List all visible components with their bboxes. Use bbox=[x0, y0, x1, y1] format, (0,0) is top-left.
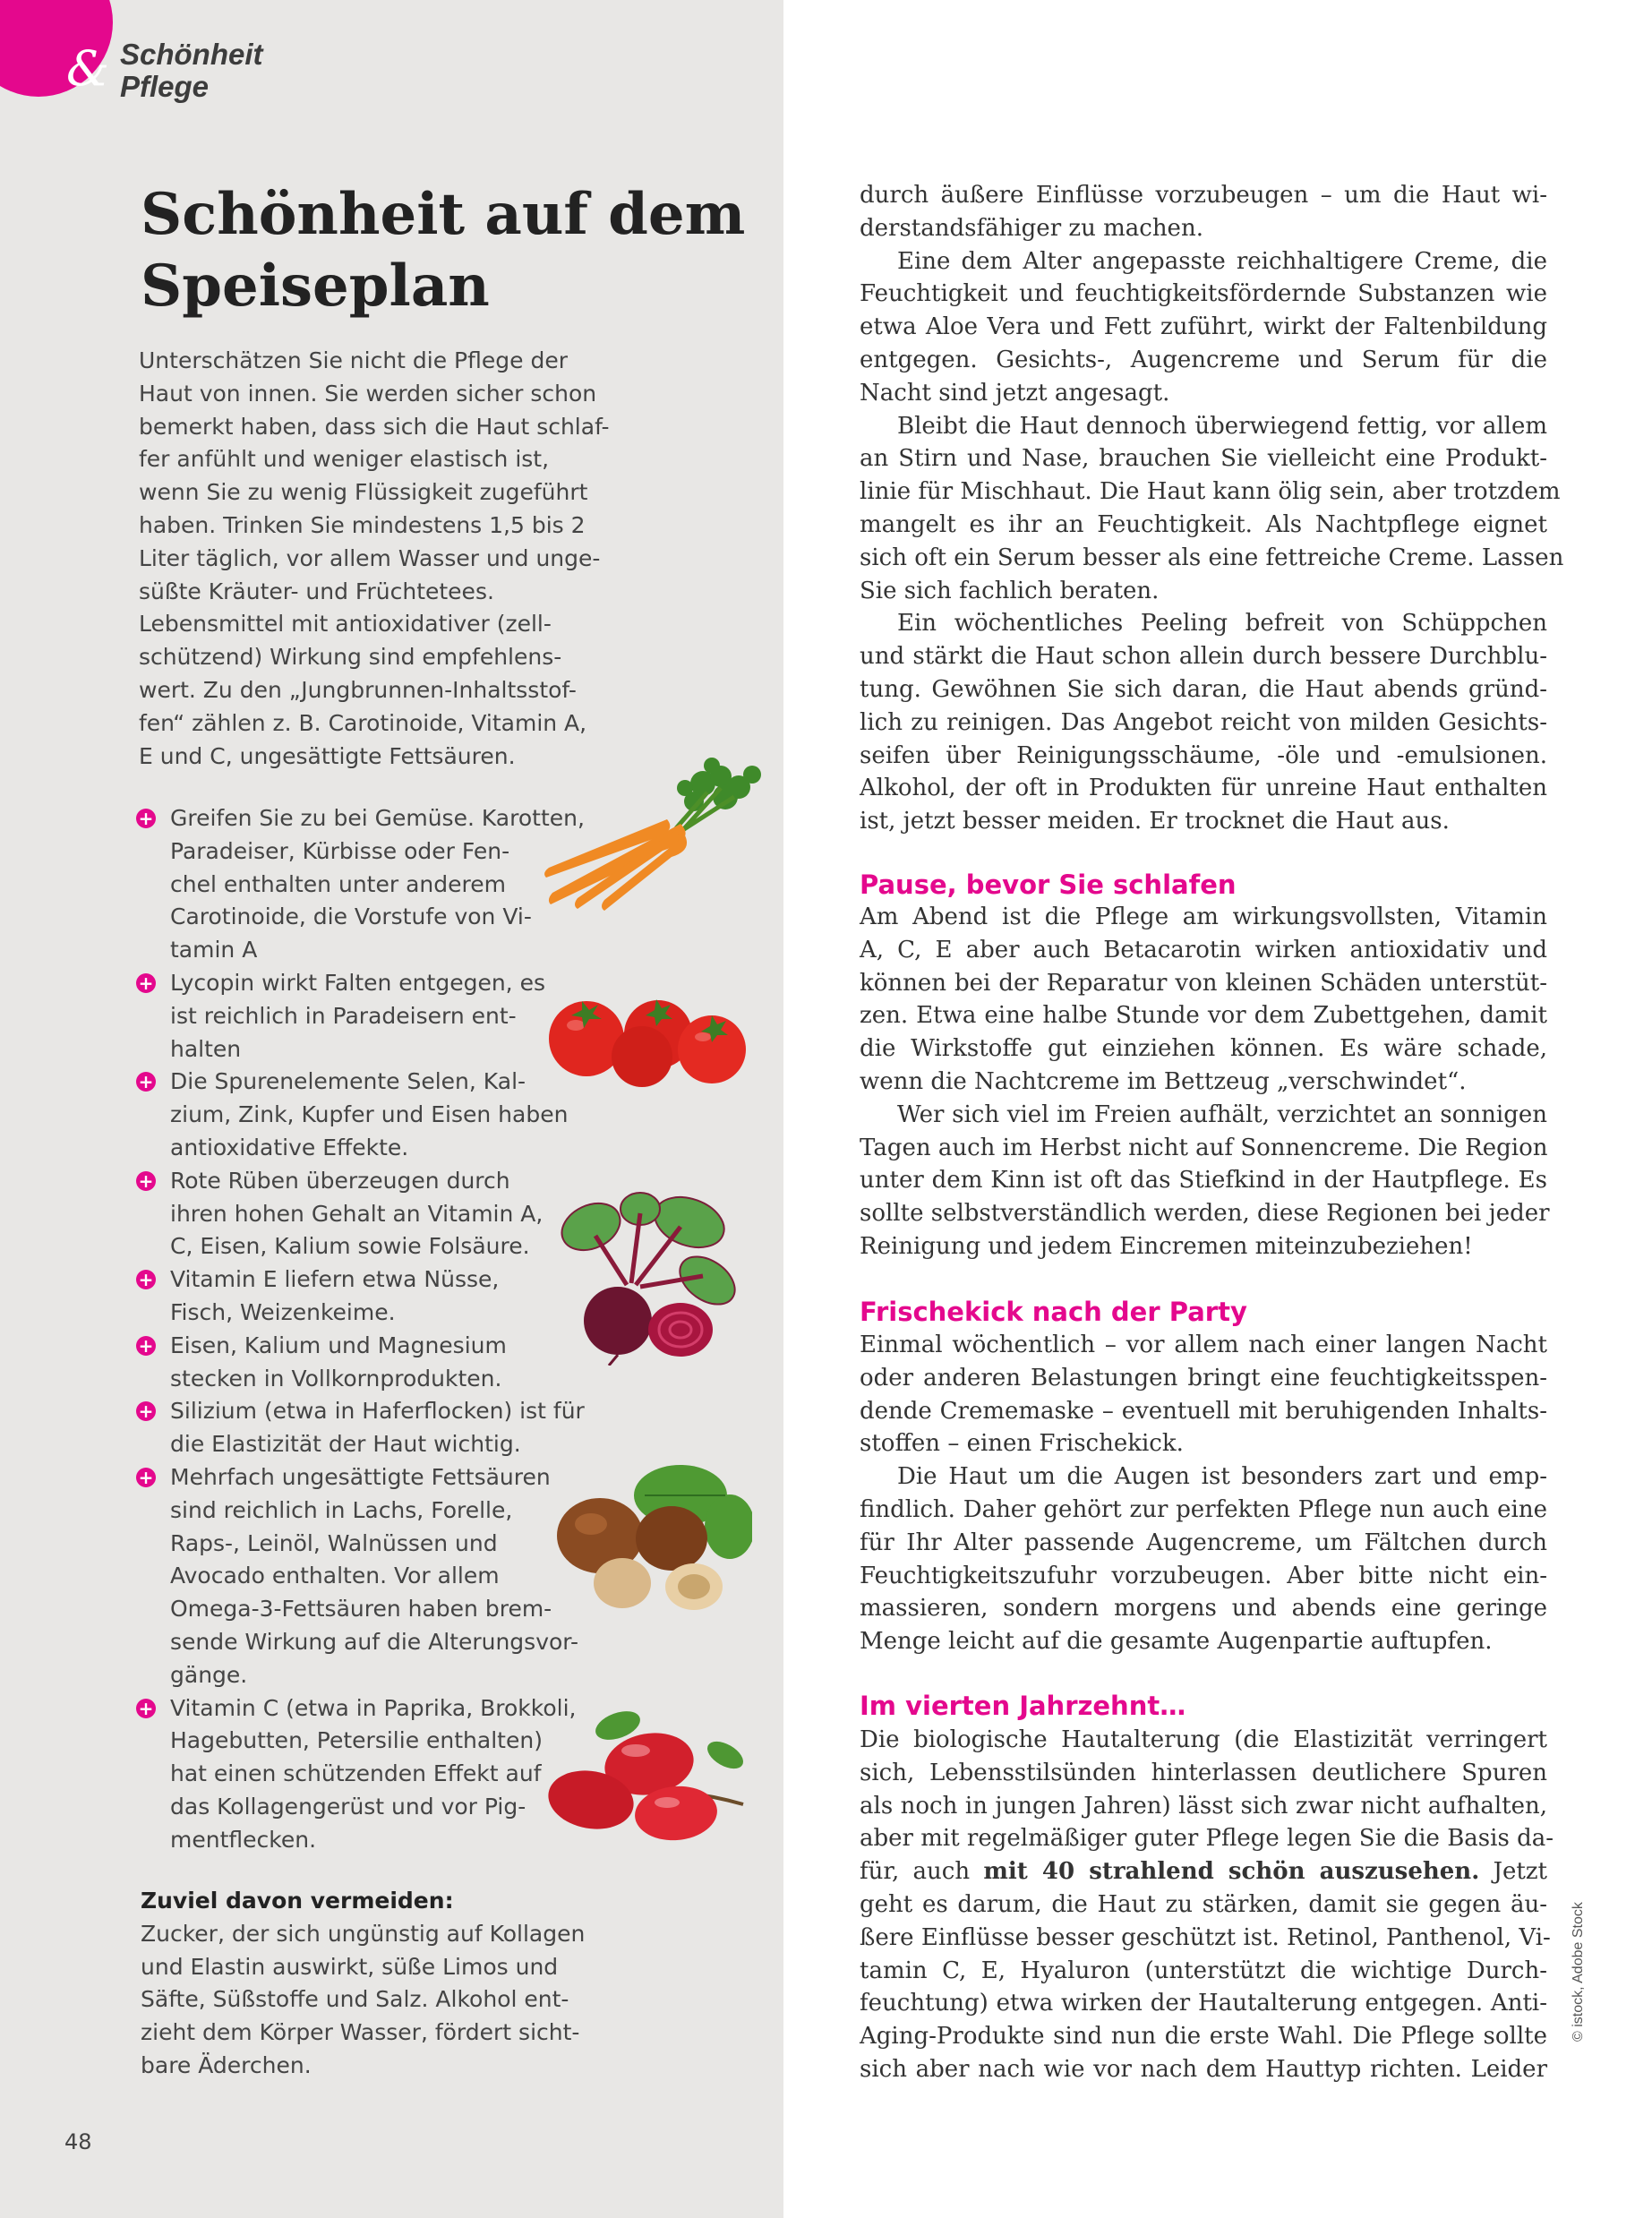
body-text-line: feuchtung) etwa wirken der Hautalterung entgegen. Anti- bbox=[860, 1990, 1547, 2017]
bullet-line: Rote Rüben überzeugen durch bbox=[170, 1167, 510, 1194]
body-text-line: stoffen – einen Frischekick. bbox=[860, 1430, 1184, 1458]
body-text-line: lich zu reinigen. Das Angebot reicht von milden Gesichts- bbox=[860, 708, 1547, 736]
body-text-line: ist, jetzt besser meiden. Er trocknet die Haut aus. bbox=[860, 808, 1450, 835]
body-text-line bbox=[860, 1855, 1547, 1888]
subheading-frischekick: Frischekick nach der Party bbox=[860, 1297, 1247, 1327]
rosehips-image bbox=[542, 1706, 748, 1858]
body-text-fragment: Jetzt bbox=[1479, 1858, 1548, 1886]
body-text-line: oder anderen Belastungen bringt eine feuchtigkeitsspen- bbox=[860, 1364, 1547, 1392]
body-text-line: linie für Mischhaut. Die Haut kann ölig sein, aber trotzdem bbox=[860, 478, 1561, 506]
bullet-line: Lycopin wirkt Falten entgegen, es bbox=[170, 969, 545, 996]
body-text-block-3 bbox=[860, 1329, 1547, 1658]
body-text-line: ßere Einflüsse besser geschützt ist. Retinol, Panthenol, Vi- bbox=[860, 1923, 1551, 1951]
body-text-line: Am Abend ist die Pflege am wirkungsvollsten, Vitamin bbox=[860, 903, 1547, 930]
avoid-line: zieht dem Körper Wasser, fördert sicht- bbox=[141, 2019, 580, 2046]
bullet-line: Die Spurenelemente Selen, Kal- bbox=[170, 1068, 526, 1095]
body-text-line: an Stirn und Nase, brauchen Sie vielleicht eine Produkt- bbox=[860, 445, 1547, 473]
subheading-pause: Pause, bevor Sie schlafen bbox=[860, 869, 1237, 900]
bullet-line: ihren hohen Gehalt an Vitamin A, bbox=[170, 1200, 544, 1227]
body-text-line: für Ihr Alter passende Augencreme, um Fältchen durch bbox=[860, 1529, 1547, 1556]
avoid-text bbox=[141, 1918, 606, 2083]
body-text-line: können bei der Reparatur von kleinen Schäden unterstüt- bbox=[860, 969, 1547, 997]
bullet-line: sende Wirkung auf die Alterungsvor- bbox=[170, 1628, 578, 1655]
body-text-line: Wer sich viel im Freien aufhält, verzichtet an sonnigen bbox=[897, 1100, 1547, 1128]
intro-line: Liter täglich, vor allem Wasser und unge- bbox=[139, 544, 601, 571]
body-text-line: massieren, sondern morgens und abends eine geringe bbox=[860, 1595, 1547, 1623]
tomatoes-image bbox=[542, 985, 757, 1092]
intro-line: wenn Sie zu wenig Flüssigkeit zugeführt bbox=[139, 479, 588, 506]
body-text-line: etwa Aloe Vera und Fett zuführt, wirkt der Faltenbildung bbox=[860, 313, 1547, 341]
intro-line: süßte Kräuter- und Früchtetees. bbox=[139, 578, 494, 604]
plus-icon: + bbox=[136, 1171, 156, 1191]
body-text-line: die Wirkstoffe gut einziehen können. Es wäre schade, bbox=[860, 1035, 1547, 1063]
bullet-line: Carotinoide, die Vorstufe von Vi- bbox=[170, 903, 532, 930]
body-text-line: zen. Etwa eine halbe Stunde vor dem Zubettgehen, damit bbox=[860, 1002, 1547, 1030]
body-text-line: unter dem Kinn ist oft das Stiefkind in der Hautpflege. Es bbox=[860, 1167, 1547, 1195]
avoid-box bbox=[141, 1885, 606, 2083]
subheading-vierten-jahrzehnt: Im vierten Jahrzehnt… bbox=[860, 1691, 1186, 1721]
intro-line: Unterschätzen Sie nicht die Pflege der bbox=[139, 347, 568, 373]
body-text-line: tung. Gewöhnen Sie sich daran, die Haut abends gründ- bbox=[860, 675, 1547, 703]
bullet-line: zium, Zink, Kupfer und Eisen haben bbox=[170, 1101, 569, 1128]
body-text-line: Tagen auch im Herbst nicht auf Sonnencreme. Die Region bbox=[860, 1134, 1548, 1161]
body-text-line: Reinigung und jedem Eincremen miteinzubeziehen! bbox=[860, 1232, 1473, 1260]
body-text-line: Menge leicht auf die gesamte Augenpartie auftupfen. bbox=[860, 1628, 1493, 1656]
intro-paragraph bbox=[139, 345, 610, 773]
body-text-line: geht es darum, die Haut zu stärken, damit sie gegen äu- bbox=[860, 1890, 1547, 1918]
body-text-line: Feuchtigkeit und feuchtigkeitsfördernde Substanzen wie bbox=[860, 280, 1547, 308]
plus-icon: + bbox=[136, 1270, 156, 1289]
emphasis-text: mit 40 strahlend schön auszusehen. bbox=[983, 1858, 1480, 1886]
bullet-line: mentflecken. bbox=[170, 1826, 317, 1853]
body-text-block-4 bbox=[860, 1724, 1554, 2086]
intro-line: bemerkt haben, dass sich die Haut schlaf- bbox=[139, 413, 610, 440]
photo-credit: © istock, Adobe Stock bbox=[1571, 1902, 1586, 2042]
bullet-line: Omega-3-Fettsäuren haben brem- bbox=[170, 1596, 552, 1623]
body-text-line: Nacht sind jetzt angesagt. bbox=[860, 379, 1170, 407]
page-title bbox=[141, 179, 767, 322]
body-text-fragment: für, auch bbox=[860, 1858, 984, 1886]
body-text-line: aber mit regelmäßiger guter Pflege legen Sie die Basis da- bbox=[860, 1825, 1554, 1853]
bullet-line: gänge. bbox=[170, 1661, 248, 1688]
body-text-line: Feuchtigkeitszufuhr vorzubeugen. Aber bitte nicht ein- bbox=[860, 1562, 1547, 1589]
bullet-line: Avocado enthalten. Vor allem bbox=[170, 1563, 500, 1589]
body-text-line: entgegen. Gesichts-, Augencreme und Serum für die bbox=[860, 346, 1547, 373]
bullet-line: Hagebutten, Petersilie enthalten) bbox=[170, 1727, 543, 1754]
bullet-line: chel enthalten unter anderem bbox=[170, 870, 506, 897]
body-text-block-1 bbox=[860, 179, 1564, 838]
body-text-line: Ein wöchentliches Peeling befreit von Schüppchen bbox=[897, 610, 1547, 638]
plus-icon: + bbox=[136, 1699, 156, 1718]
intro-line: fen“ zählen z. B. Carotinoide, Vitamin A, bbox=[139, 709, 587, 736]
body-text-line: wenn die Nachtcreme im Bettzeug „verschwindet“. bbox=[860, 1067, 1467, 1095]
beetroot-image bbox=[555, 1186, 743, 1366]
body-text-line: Einmal wöchentlich – vor allem nach einer langen Nacht bbox=[860, 1332, 1547, 1358]
intro-line: Lebensmittel mit antioxidativer (zell- bbox=[139, 611, 552, 638]
body-text-line: Die Haut um die Augen ist besonders zart und emp- bbox=[897, 1463, 1547, 1491]
body-text-line: dende Crememaske – eventuell mit beruhigenden Inhalts- bbox=[860, 1397, 1547, 1425]
bullet-line: Raps-, Leinöl, Walnüssen und bbox=[170, 1529, 498, 1556]
avoid-heading: Zuviel davon vermeiden: bbox=[141, 1888, 454, 1914]
bullet-line: hat einen schützenden Effekt auf bbox=[170, 1760, 542, 1787]
bullet-line: sind reichlich in Lachs, Forelle, bbox=[170, 1496, 513, 1523]
plus-icon: + bbox=[136, 973, 156, 993]
body-text-block-2 bbox=[860, 901, 1550, 1263]
bullet-line: Vitamin C (etwa in Paprika, Brokkoli, bbox=[170, 1694, 577, 1721]
plus-icon: + bbox=[136, 1401, 156, 1421]
bullet-line: Vitamin E liefern etwa Nüsse, bbox=[170, 1266, 500, 1293]
body-text-line: seifen über Reinigungsschäume, -öle und -emulsionen. bbox=[860, 741, 1547, 769]
avoid-line: Zucker, der sich ungünstig auf Kollagen bbox=[141, 1920, 586, 1947]
section-logo-ampersand: & bbox=[66, 40, 110, 97]
carrots-image bbox=[542, 757, 770, 913]
intro-line: wert. Zu den „Jungbrunnen-Inhaltsstof- bbox=[139, 676, 577, 703]
body-text-line: tamin C, E, Hyaluron (unterstützt die wichtige Durch- bbox=[860, 1957, 1547, 1984]
bullet-line: Greifen Sie zu bei Gemüse. Karotten, bbox=[170, 805, 585, 831]
body-text-line: sich aber nach wie vor nach dem Hauttyp richten. Leider bbox=[860, 2055, 1547, 2083]
bullet-line: Eisen, Kalium und Magnesium bbox=[170, 1332, 507, 1358]
bullet-line: antioxidative Effekte. bbox=[170, 1134, 409, 1160]
plus-icon: + bbox=[136, 1336, 156, 1356]
body-text-line: sich, Lebensstilsünden hinterlassen deutlichere Spuren bbox=[860, 1759, 1547, 1786]
intro-line: fer anfühlt und weniger elastisch ist, bbox=[139, 446, 550, 473]
body-text-line: und stärkt die Haut schon allein durch bessere Durchblu- bbox=[860, 643, 1547, 671]
body-text-line: Aging-Produkte sind nun die erste Wahl. Die Pflege sollte bbox=[860, 2023, 1547, 2051]
body-text-line: als noch in jungen Jahren) lässt sich zwar nicht aufhalten, bbox=[860, 1792, 1547, 1820]
bullet-line: Silizium (etwa in Haferflocken) ist für bbox=[170, 1398, 585, 1425]
body-text-line: Sie sich fachlich beraten. bbox=[860, 577, 1160, 604]
bullet-line: halten bbox=[170, 1035, 242, 1062]
body-text-line: Bleibt die Haut dennoch überwiegend fettig, vor allem bbox=[897, 412, 1547, 440]
section-logo-line2: Pflege bbox=[120, 70, 210, 103]
plus-icon: + bbox=[136, 809, 156, 828]
body-text-line: Alkohol, der oft in Produkten für unreine Haut enthalten bbox=[860, 775, 1547, 802]
avoid-line: bare Äderchen. bbox=[141, 2051, 312, 2078]
body-text-line: durch äußere Einflüsse vorzubeugen – um die Haut wi- bbox=[860, 182, 1547, 209]
intro-line: haben. Trinken Sie mindestens 1,5 bis 2 bbox=[139, 511, 586, 538]
page-title-line2: Speiseplan bbox=[141, 253, 490, 320]
intro-line: schützend) Wirkung sind empfehlens- bbox=[139, 644, 562, 671]
bullet-line: C, Eisen, Kalium sowie Folsäure. bbox=[170, 1233, 530, 1260]
bullet-line: tamin A bbox=[170, 937, 258, 963]
bullet-line: Fisch, Weizenkeime. bbox=[170, 1298, 396, 1325]
body-text-line: sich oft ein Serum besser als eine fettreiche Creme. Lassen bbox=[860, 544, 1564, 571]
intro-line: Haut von innen. Sie werden sicher schon bbox=[139, 380, 597, 407]
hazelnuts-image bbox=[546, 1460, 752, 1612]
page-number: 48 bbox=[64, 2129, 92, 2154]
body-text-line: Die biologische Hautalterung (die Elastizität verringert bbox=[860, 1726, 1547, 1753]
body-text-line: derstandsfähiger zu machen. bbox=[860, 214, 1203, 242]
bullet-line: stecken in Vollkornprodukten. bbox=[170, 1365, 502, 1392]
plus-icon: + bbox=[136, 1468, 156, 1487]
body-text-line: Eine dem Alter angepasste reichhaltigere Creme, die bbox=[897, 247, 1547, 275]
body-text-line: findlich. Daher gehört zur perfekten Pflege nun auch eine bbox=[860, 1495, 1547, 1523]
bullet-line: das Kollagengerüst und vor Pig- bbox=[170, 1793, 526, 1820]
page-title-line1: Schönheit auf dem bbox=[141, 181, 746, 248]
bullet-line: Mehrfach ungesättigte Fettsäuren bbox=[170, 1463, 551, 1490]
bullet-line: die Elastizität der Haut wichtig. bbox=[170, 1431, 521, 1458]
intro-line: E und C, ungesättigte Fettsäuren. bbox=[139, 742, 516, 769]
bullet-line: Paradeiser, Kürbisse oder Fen- bbox=[170, 837, 510, 864]
bullet-item bbox=[136, 1395, 638, 1461]
avoid-line: Säfte, Süßstoffe und Salz. Alkohol ent- bbox=[141, 1986, 569, 2013]
body-text-line: A, C, E aber auch Betacarotin wirken antioxidativ und bbox=[860, 936, 1547, 963]
avoid-line: und Elastin auswirkt, süße Limos und bbox=[141, 1953, 559, 1980]
body-text-line: mangelt es ihr an Feuchtigkeit. Als Nachtpflege eignet bbox=[860, 510, 1547, 538]
body-text-line: sollte selbstverständlich werden, diese Regionen bei jeder bbox=[860, 1200, 1550, 1228]
section-logo-line1: Schönheit bbox=[120, 38, 263, 71]
plus-icon: + bbox=[136, 1072, 156, 1092]
bullet-line: ist reichlich in Paradeisern ent- bbox=[170, 1002, 517, 1029]
